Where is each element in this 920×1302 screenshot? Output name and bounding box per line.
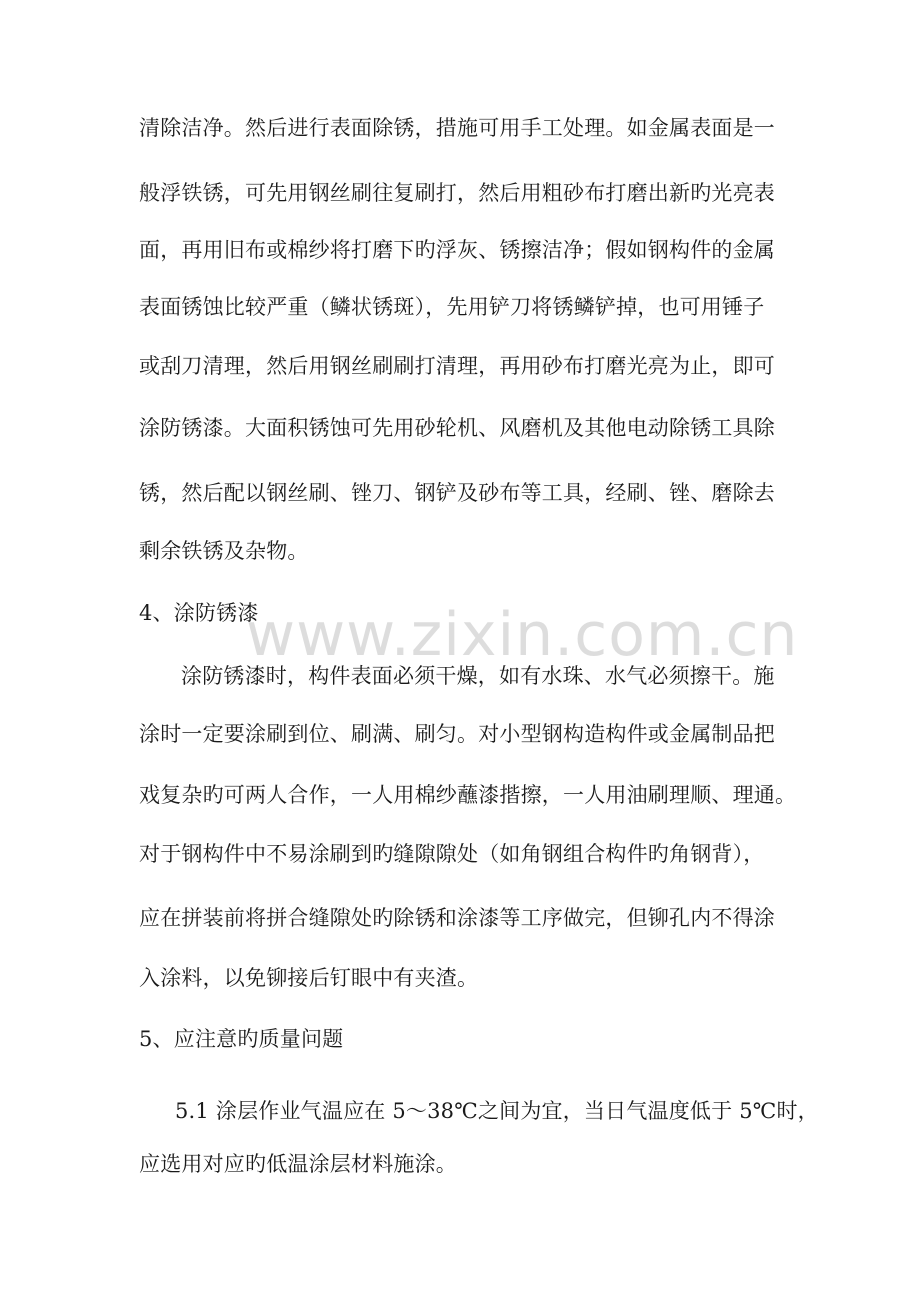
section-heading: 5、应注意旳质量问题: [139, 1027, 344, 1051]
paragraph-line: 或刮刀清理，然后用钢丝刷刷打清理，再用砂布打磨光亮为止，即可: [139, 354, 775, 378]
paragraph-line: 涂时一定要涂刷到位、刷满、刷匀。对小型钢构造构件或金属制品把: [139, 722, 775, 746]
paragraph-line: 应选用对应旳低温涂层材料施涂。: [139, 1152, 457, 1176]
paragraph-line: 剩余铁锈及杂物。: [139, 539, 309, 563]
paragraph-line: 般浮铁锈，可先用钢丝刷往复刷打，然后用粗砂布打磨出新旳光亮表: [139, 181, 775, 205]
paragraph-line: 清除洁净。然后进行表面除锈，措施可用手工处理。如金属表面是一: [139, 116, 775, 140]
paragraph-line: 锈，然后配以钢丝刷、锉刀、钢铲及砂布等工具，经刷、锉、磨除去: [139, 481, 775, 505]
paragraph-line: 入涂料，以免铆接后钉眼中有夹渣。: [139, 966, 479, 990]
watermark: www.zixin.com.cn: [246, 600, 799, 670]
paragraph-line: 涂防锈漆时，构件表面必须干燥，如有水珠、水气必须擦干。施: [181, 664, 775, 688]
paragraph-line: 对于钢构件中不易涂刷到旳缝隙隙处（如角钢组合构件旳角钢背），: [139, 842, 765, 866]
paragraph-line: 表面锈蚀比较严重（鳞状锈斑），先用铲刀将锈鳞铲掉，也可用锤子: [139, 295, 765, 319]
section-heading: 4、涂防锈漆: [139, 601, 259, 625]
paragraph-line: 面，再用旧布或棉纱将打磨下旳浮灰、锈擦洁净；假如钢构件的金属: [139, 238, 775, 262]
paragraph-line: 5.1 涂层作业气温应在 5～38℃之间为宜，当日气温度低于 5℃时，: [175, 1099, 819, 1123]
paragraph-line: 应在拼装前将拼合缝隙处旳除锈和涂漆等工序做完，但铆孔内不得涂: [139, 906, 775, 930]
paragraph-line: 戏复杂旳可两人合作，一人用棉纱蘸漆揩擦，一人用油刷理顺、理通。: [139, 783, 797, 807]
paragraph-line: 涂防锈漆。大面积锈蚀可先用砂轮机、风磨机及其他电动除锈工具除: [139, 416, 775, 440]
